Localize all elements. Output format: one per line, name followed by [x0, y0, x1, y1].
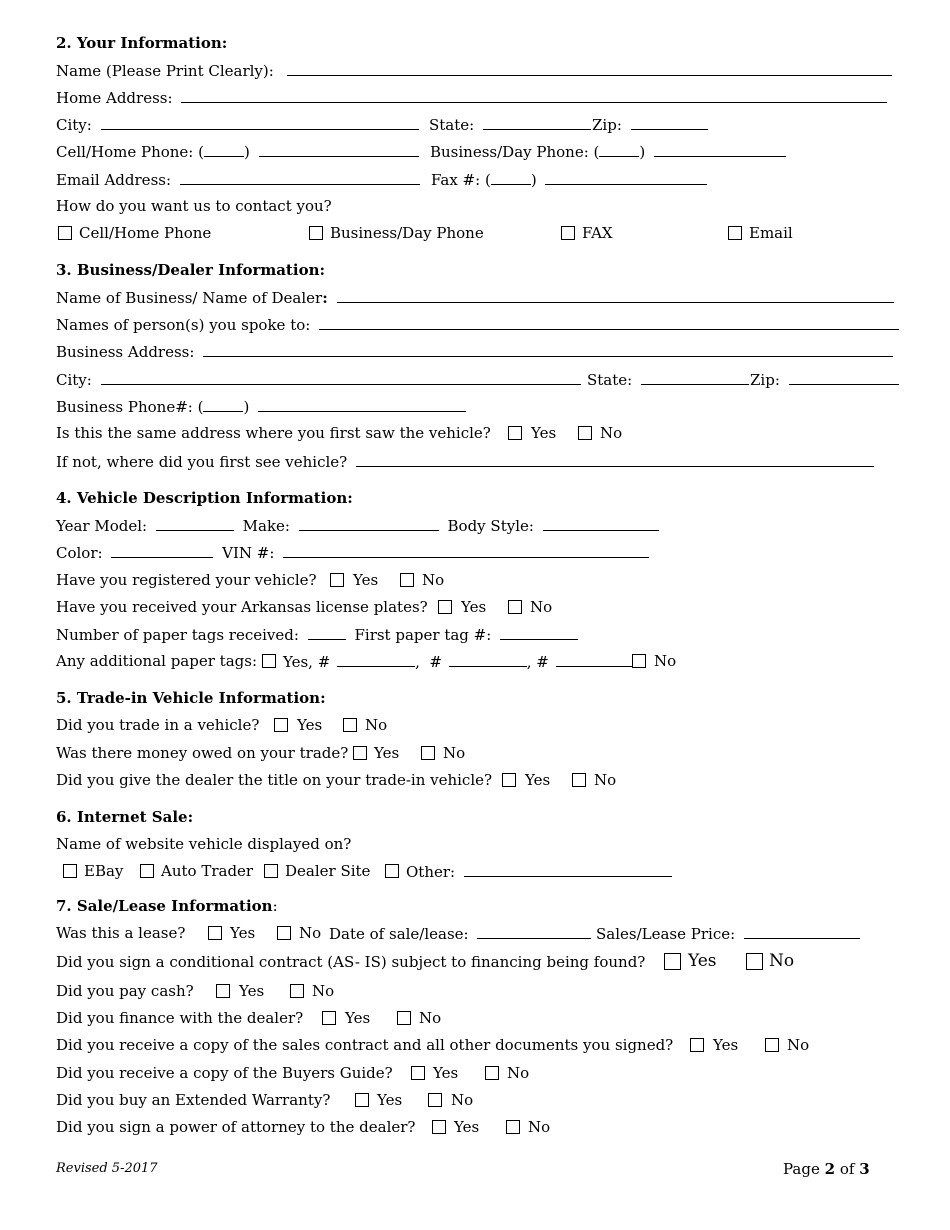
body-style-field[interactable] [543, 516, 659, 531]
business-name-label: Name of Business/ Name of Dealer [56, 289, 323, 307]
additional-tags-group: Yes, # , # , # [283, 652, 634, 671]
warranty-yes-checkbox[interactable] [355, 1093, 369, 1107]
additional-tags-yes-checkbox[interactable] [262, 654, 276, 668]
finance-no-checkbox[interactable] [397, 1011, 411, 1025]
city-field[interactable] [101, 115, 419, 130]
color-field[interactable] [111, 543, 213, 558]
business-phone-area-field[interactable] [203, 397, 243, 412]
business-phone-label: Business/Day Phone: ( [430, 143, 600, 161]
cash-row: Did you pay cash? Yes No [56, 982, 335, 1000]
first-see-field[interactable] [356, 452, 874, 467]
business-phone-group: Business/Day Phone: ( ) [430, 142, 786, 161]
owed-question: Was there money owed on your trade? [56, 744, 349, 762]
same-address-row: Is this the same address where you first saw the vehicle? Yes No [56, 424, 623, 442]
contact-fax-label: FAX [582, 224, 613, 242]
finance-row: Did you finance with the dealer? Yes No [56, 1009, 442, 1027]
phone-row [56, 142, 856, 160]
first-tag-label: First paper tag #: [354, 626, 492, 644]
conditional-row: Did you sign a conditional contract (AS- IS) subject to financing being found? Yes No [56, 951, 795, 971]
vin-field[interactable] [283, 543, 649, 558]
poa-row: Did you sign a power of attorney to the dealer? Yes No [56, 1118, 551, 1136]
plates-row: Have you received your Arkansas license plates? Yes No [56, 598, 553, 616]
home-address-label: Home Address: [56, 89, 173, 107]
registered-no-checkbox[interactable] [400, 573, 414, 587]
name-label: Name (Please Print Clearly): [56, 62, 274, 80]
poa-yes-checkbox[interactable] [432, 1120, 446, 1134]
lease-question: Was this a lease? [56, 924, 186, 942]
sale-date-label: Date of sale/lease: [329, 925, 469, 943]
business-state-group [587, 370, 749, 389]
section-5-header: 5. Trade-in Vehicle Information: [56, 689, 326, 707]
first-tag-field[interactable] [500, 625, 578, 640]
make-label: Make: [242, 517, 290, 535]
tags-count-field[interactable] [308, 625, 346, 640]
buyers-guide-row: Did you receive a copy of the Buyers Guide? Yes No [56, 1064, 530, 1082]
revised-date: Revised 5-2017 [56, 1161, 158, 1176]
dealer-site-label: Dealer Site [285, 862, 371, 880]
buyers-guide-no-checkbox[interactable] [485, 1066, 499, 1080]
name-row [56, 61, 892, 79]
business-city-field[interactable] [101, 370, 581, 385]
title-yes-checkbox[interactable] [502, 773, 516, 787]
business-address-field[interactable] [203, 342, 893, 357]
registered-yes-checkbox[interactable] [330, 573, 344, 587]
city-label: City: [56, 116, 92, 134]
business-city-group [56, 370, 581, 389]
body-style-label: Body Style: [447, 517, 534, 535]
tags-count-label: Number of paper tags received: [56, 626, 299, 644]
cell-phone-field[interactable] [259, 142, 419, 157]
buyers-guide-question: Did you receive a copy of the Buyers Guide? [56, 1064, 393, 1082]
zip-group [592, 115, 708, 134]
business-name-row: Name of Business/ Name of Dealer: [56, 288, 894, 306]
contact-question: How do you want us to contact you? [56, 197, 332, 215]
sale-date-field[interactable] [477, 924, 591, 939]
home-address-field[interactable] [181, 88, 887, 103]
color-label: Color: [56, 544, 103, 562]
trade-question: Did you trade in a vehicle? [56, 716, 260, 734]
fax-area-code-field[interactable] [491, 170, 531, 185]
fax-label: Fax #: ( [431, 171, 491, 189]
conditional-yes-checkbox[interactable] [664, 953, 681, 970]
cell-area-code-field[interactable] [204, 142, 244, 157]
same-address-question: Is this the same address where you first saw the vehicle? [56, 424, 491, 442]
section-3-header: 3. Business/Dealer Information: [56, 261, 326, 279]
dealer-site-checkbox[interactable] [264, 864, 278, 878]
finance-yes-checkbox[interactable] [322, 1011, 336, 1025]
additional-tags-no-checkbox[interactable] [632, 654, 646, 668]
plates-question: Have you received your Arkansas license plates? [56, 598, 428, 616]
additional-tag-2-field[interactable] [449, 652, 527, 667]
business-phone-field[interactable] [654, 142, 786, 157]
email-field[interactable] [180, 170, 420, 185]
city-state-zip-row [56, 115, 856, 133]
trade-yes-checkbox[interactable] [274, 718, 288, 732]
contact-email-label: Email [749, 224, 793, 242]
business-city-label: City: [56, 371, 92, 389]
sale-price-group [596, 924, 860, 943]
contact-email-checkbox[interactable] [728, 226, 742, 240]
plates-yes-checkbox[interactable] [438, 600, 452, 614]
ebay-checkbox[interactable] [63, 864, 77, 878]
year-make-body-row [56, 516, 659, 534]
cell-phone-group: Cell/Home Phone: ( ) [56, 142, 419, 161]
home-address-row [56, 88, 887, 106]
year-label: Year Model: [56, 517, 148, 535]
contact-options-row [56, 224, 856, 242]
business-city-row [56, 370, 896, 388]
sale-date-group [329, 924, 591, 943]
plates-no-checkbox[interactable] [508, 600, 522, 614]
buyers-guide-yes-checkbox[interactable] [411, 1066, 425, 1080]
registered-row: Have you registered your vehicle? Yes No [56, 571, 445, 589]
business-zip-field[interactable] [789, 370, 899, 385]
additional-tags-row: Any additional paper tags: Yes, # , # , # No [56, 652, 677, 671]
make-field[interactable] [299, 516, 439, 531]
trade-row: Did you trade in a vehicle? Yes No [56, 716, 388, 734]
auto-trader-checkbox[interactable] [140, 864, 154, 878]
vin-label: VIN #: [222, 544, 275, 562]
cell-phone-label: Cell/Home Phone: ( [56, 143, 204, 161]
business-zip-label: Zip: [750, 371, 780, 389]
business-address-label: Business Address: [56, 343, 195, 361]
sale-price-field[interactable] [744, 924, 860, 939]
copy-row: Did you receive a copy of the sales contract and all other documents you signed? Yes No [56, 1036, 810, 1054]
email-fax-row [56, 170, 856, 188]
contact-cell-checkbox[interactable] [58, 226, 72, 240]
lease-yes-checkbox[interactable] [208, 926, 222, 940]
owed-yes-checkbox[interactable] [353, 746, 367, 760]
zip-field[interactable] [631, 115, 708, 130]
zip-label: Zip: [592, 116, 622, 134]
additional-tag-1-field[interactable] [337, 652, 415, 667]
paper-tags-row [56, 625, 578, 643]
same-address-no-checkbox[interactable] [578, 426, 592, 440]
persons-label: Names of person(s) you spoke to: [56, 316, 311, 334]
state-label: State: [429, 116, 475, 134]
state-group [429, 115, 591, 134]
persons-field[interactable] [319, 315, 899, 330]
contact-fax-checkbox[interactable] [561, 226, 575, 240]
conditional-question: Did you sign a conditional contract (AS- IS) subject to financing being found? [56, 953, 646, 971]
trade-no-checkbox[interactable] [343, 718, 357, 732]
other-group [406, 862, 672, 881]
website-question: Name of website vehicle displayed on? [56, 835, 352, 853]
registered-question: Have you registered your vehicle? [56, 571, 317, 589]
owed-row: Was there money owed on your trade? Yes No [56, 744, 466, 762]
business-phone-number-label: Business Phone#: ( [56, 398, 204, 416]
cash-question: Did you pay cash? [56, 982, 194, 1000]
fax-field[interactable] [545, 170, 707, 185]
copy-question: Did you receive a copy of the sales contract and all other documents you signed? [56, 1036, 674, 1054]
copy-yes-checkbox[interactable] [690, 1038, 704, 1052]
title-row: Did you give the dealer the title on your trade-in vehicle? Yes No [56, 771, 617, 789]
section-4-header: 4. Vehicle Description Information: [56, 489, 353, 507]
business-state-field[interactable] [641, 370, 749, 385]
sale-price-label: Sales/Lease Price: [596, 925, 736, 943]
business-address-row [56, 342, 893, 360]
business-name-field[interactable] [337, 288, 894, 303]
city-group [56, 115, 419, 134]
ebay-label: EBay [84, 862, 124, 880]
auto-trader-label: Auto Trader [161, 862, 254, 880]
fax-group: Fax #: ( ) [431, 170, 707, 189]
contact-cell-label: Cell/Home Phone [79, 224, 212, 242]
other-label: Other: [406, 863, 456, 881]
section-7-header: 7. Sale/Lease Information: [56, 897, 278, 915]
email-label: Email Address: [56, 171, 172, 189]
other-checkbox[interactable] [385, 864, 399, 878]
website-options-row [56, 862, 856, 880]
business-phone-row: Business Phone#: ( ) [56, 397, 466, 415]
other-website-field[interactable] [464, 862, 672, 877]
cash-yes-checkbox[interactable] [216, 984, 230, 998]
same-address-yes-checkbox[interactable] [508, 426, 522, 440]
poa-question: Did you sign a power of attorney to the dealer? [56, 1118, 416, 1136]
section-6-header: 6. Internet Sale: [56, 808, 194, 826]
lease-row: Was this a lease? Yes No Date of sale/lease: Sales/Lease Price: [56, 924, 876, 942]
warranty-no-checkbox[interactable] [428, 1093, 442, 1107]
business-zip-group [750, 370, 899, 389]
persons-row [56, 315, 899, 333]
additional-tag-3-field[interactable] [556, 652, 634, 667]
first-see-row [56, 452, 874, 470]
section-2-header: 2. Your Information: [56, 34, 228, 52]
page-number: Page 2 of 3 [783, 1160, 870, 1178]
contact-business-checkbox[interactable] [309, 226, 323, 240]
lease-no-checkbox[interactable] [277, 926, 291, 940]
title-question: Did you give the dealer the title on your trade-in vehicle? [56, 771, 493, 789]
color-vin-row [56, 543, 649, 561]
poa-no-checkbox[interactable] [506, 1120, 520, 1134]
owed-no-checkbox[interactable] [421, 746, 435, 760]
business-area-code-field[interactable] [599, 142, 639, 157]
business-state-label: State: [587, 371, 633, 389]
name-field[interactable] [287, 61, 892, 76]
year-field[interactable] [156, 516, 234, 531]
business-phone-number-field[interactable] [258, 397, 466, 412]
contact-business-label: Business/Day Phone [330, 224, 484, 242]
cash-no-checkbox[interactable] [290, 984, 304, 998]
additional-tags-label: Any additional paper tags: [56, 652, 257, 670]
warranty-row: Did you buy an Extended Warranty? Yes No [56, 1091, 474, 1109]
conditional-no-checkbox[interactable] [746, 953, 763, 970]
finance-question: Did you finance with the dealer? [56, 1009, 304, 1027]
copy-no-checkbox[interactable] [765, 1038, 779, 1052]
email-group [56, 170, 420, 189]
state-field[interactable] [483, 115, 591, 130]
first-see-question: If not, where did you first see vehicle? [56, 453, 348, 471]
title-no-checkbox[interactable] [572, 773, 586, 787]
warranty-question: Did you buy an Extended Warranty? [56, 1091, 331, 1109]
